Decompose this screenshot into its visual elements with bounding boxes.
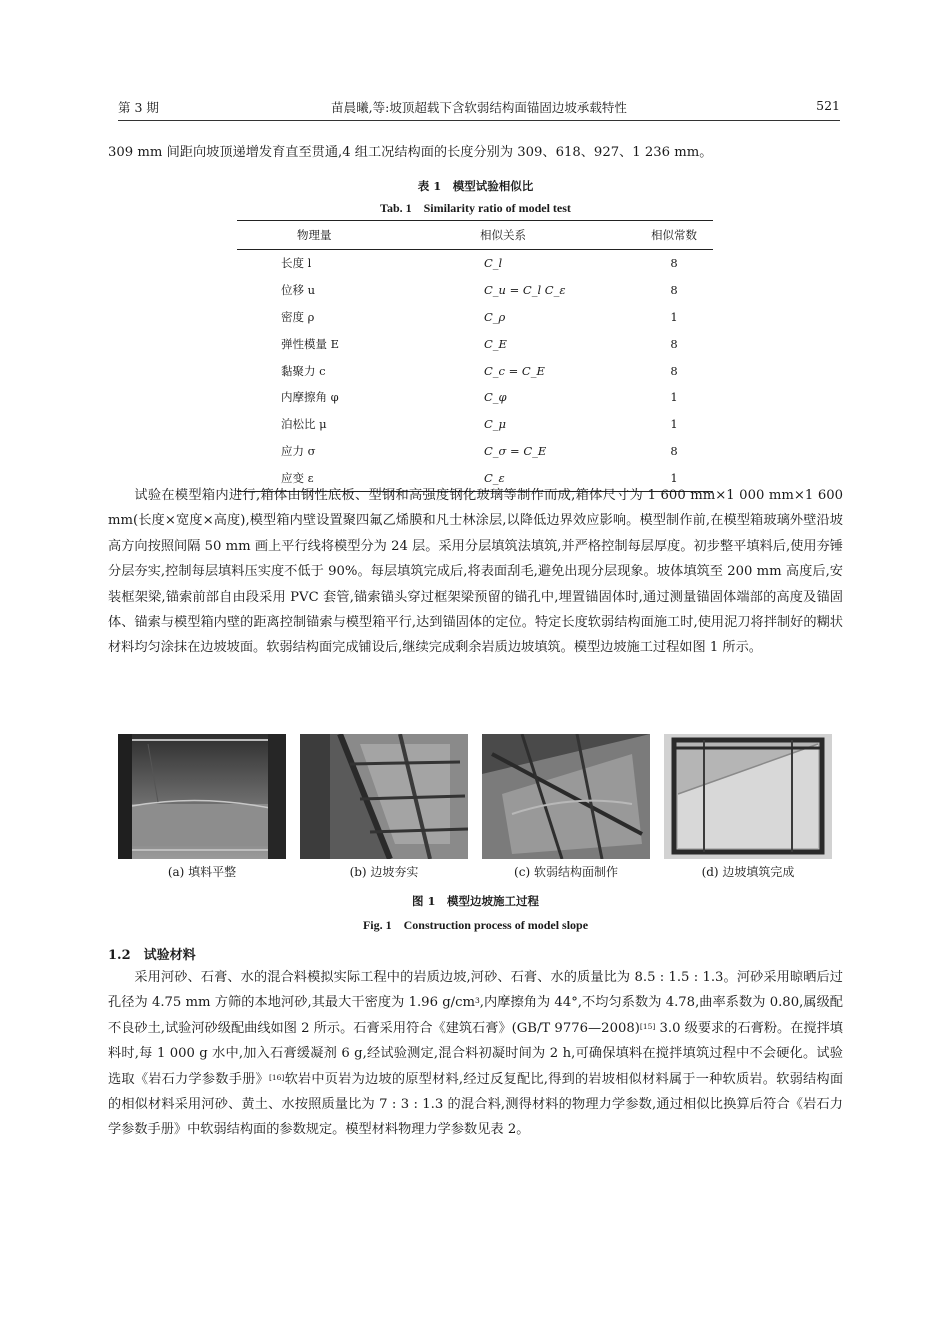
photo-filling-completed <box>664 734 832 859</box>
relation-cell: C_c = C_E <box>484 363 545 378</box>
relation-cell: C_ρ <box>484 309 506 324</box>
intro-line: 309 mm 间距向坡顶递增发育直至贯通,4 组工况结构面的长度分别为 309、618、927、1 236 mm。 <box>108 145 713 160</box>
relation-cell: C_u = C_l C_ε <box>484 283 566 298</box>
quantity-cell: 弹性模量 E <box>281 336 340 351</box>
table1-caption-cn: 表 1 模型试验相似比 <box>417 179 534 193</box>
superscript-3: 3 <box>474 996 480 1006</box>
citation-15: [15] <box>639 1021 656 1031</box>
issue-number: 第 3 期 <box>118 100 159 115</box>
quantity-cell: 泊松比 μ <box>281 417 327 432</box>
section-heading: 1.2 试验材料 <box>108 948 196 963</box>
relation-cell: C_E <box>484 336 507 351</box>
paragraph-model-construction: 试验在模型箱内进行,箱体由钢性底板、型钢和高强度钢化玻璃等制作而成,箱体尺寸为 1 600 mm×1 000 mm×1 600 mm(长度×宽度×高度),模型箱内壁设置聚四氟乙烯膜和凡士林涂层,以降低边界效应影响。模型制作前,在模型箱玻璃外壁沿坡高方向按照间隔 50 mm 画上平行线将模型分为 24 层。采用分层填筑法填筑,并严格控制每层厚度。初步整平填料后,使用夯锤分层夯实,控制每层填料压实度不低于 90%。每层填筑完成后,将表面刮毛,避免出现分层现象。坡体填筑至 200 mm 高度后,安装框架梁,锚索前部自由段采用 PVC 套管,锚索锚头穿过框架梁预留的锚孔中,埋置锚固体时,通过测量锚固体端部的高度及锚固体、锚索与模型箱内壁的距离控制锚索与模型箱平行,达到锚固体的定位。特定长度软弱结构面施工时,使用泥刀将拌制好的糊状材料均匀涂抹在边坡坡面。软弱结构面完成铺设后,继续完成剩余岩质边坡填筑。模型边坡施工过程如图 1 所示。 <box>108 488 843 656</box>
constant-cell: 1 <box>670 390 678 405</box>
photo-d-image <box>664 734 832 859</box>
quantity-cell: 黏聚力 c <box>281 363 326 378</box>
constant-cell: 8 <box>670 256 678 271</box>
table-row <box>237 411 713 438</box>
table-row <box>237 250 713 277</box>
similarity-table <box>237 220 713 492</box>
materials-text-part3: 3.0 级要求的石膏粉。在搅拌填料时,每 1 000 g 水中,加入石膏缓凝剂 6 g,经试验测定,混合料初凝时间为 2 h,可确保填料在搅拌填筑过程中不会硬化。试验选取《岩石力学参数手册》 <box>108 1020 843 1087</box>
subcaption-b: (b) 边坡夯实 <box>349 865 419 879</box>
photo-filling-leveling <box>118 734 286 859</box>
constant-cell: 8 <box>670 336 678 351</box>
photo-b-image <box>300 734 468 859</box>
constant-cell: 8 <box>670 363 678 378</box>
relation-cell: C_μ <box>484 417 507 432</box>
subcaption-c: (c) 软弱结构面制作 <box>514 865 618 879</box>
relation-cell: C_ε <box>468 464 635 491</box>
constant-cell: 1 <box>670 309 678 324</box>
constant-cell: 1 <box>670 417 678 432</box>
relation-cell: C_l <box>484 256 503 271</box>
header-constant: 相似常数 <box>635 221 713 250</box>
figure1-caption-cn: 图 1 模型边坡施工过程 <box>411 894 539 908</box>
relation-cell: C_φ <box>484 390 507 405</box>
table1-caption-en: Tab. 1 Similarity ratio of model test <box>380 201 571 215</box>
relation-cell: C_σ = C_E <box>484 443 547 458</box>
running-header <box>118 96 840 121</box>
photo-weak-plane-making <box>482 734 650 859</box>
header-relation: 相似关系 <box>468 221 635 250</box>
photo-a-image <box>118 734 286 859</box>
materials-text-part4: 软岩中页岩为边坡的原型材料,经过反复配比,得到的岩坡相似材料属于一种软质岩。软弱结构面的相似材料采用河砂、黄土、水按照质量比为 7 : 3 : 1.3 的混合料,测得材料的物理力学参数,通过相似比换算后符合《岩石力学参数手册》中软弱结构面的参数规定。模型材料物理力学参数见表 2。 <box>108 1071 844 1138</box>
table-row <box>237 357 713 384</box>
figure1-caption-en: Fig. 1 Construction process of model slope <box>362 918 589 932</box>
photo-slope-compaction <box>300 734 468 859</box>
table-row <box>237 438 713 465</box>
materials-text-part1: 采用河砂、石膏、水的混合料模拟实际工程中的岩质边坡,河砂、石膏、水的质量比为 8.5 : 1.5 : 1.3。河砂采用晾晒后过孔径为 4.75 mm 方筛的本地河砂,其最大干密度为 1.96 g/cm <box>108 970 843 1011</box>
quantity-cell: 位移 u <box>281 283 316 298</box>
materials-text-part2: ,内摩擦角为 44°,不均匀系数为 4.78,曲率系数为 0.80,属级配不良砂土,试验河砂级配曲线如图 2 所示。石膏采用符合《建筑石膏》(GB/T 9776—2008) <box>108 995 843 1036</box>
photo-c-image <box>482 734 650 859</box>
table-row <box>237 384 713 411</box>
citation-16: [16] <box>268 1072 285 1082</box>
page-number: 521 <box>816 98 840 113</box>
quantity-cell: 密度 ρ <box>281 309 315 324</box>
table-header-row <box>237 221 713 250</box>
table-row <box>237 277 713 304</box>
paragraph-test-materials <box>108 965 843 1143</box>
subcaption-d: (d) 边坡填筑完成 <box>701 865 795 879</box>
quantity-cell: 内摩擦角 φ <box>281 390 339 405</box>
running-title: 苗晨曦,等:坡顶超载下含软弱结构面锚固边坡承载特性 <box>331 100 627 115</box>
header-quantity: 物理量 <box>237 221 468 250</box>
quantity-cell: 应力 σ <box>281 443 316 458</box>
constant-cell: 1 <box>635 464 713 491</box>
constant-cell: 8 <box>670 443 678 458</box>
quantity-cell: 应变 ε <box>237 464 468 491</box>
table-row <box>237 330 713 357</box>
constant-cell: 8 <box>670 283 678 298</box>
subcaption-a: (a) 填料平整 <box>167 865 237 879</box>
table-row <box>237 304 713 331</box>
quantity-cell: 长度 l <box>281 256 312 271</box>
